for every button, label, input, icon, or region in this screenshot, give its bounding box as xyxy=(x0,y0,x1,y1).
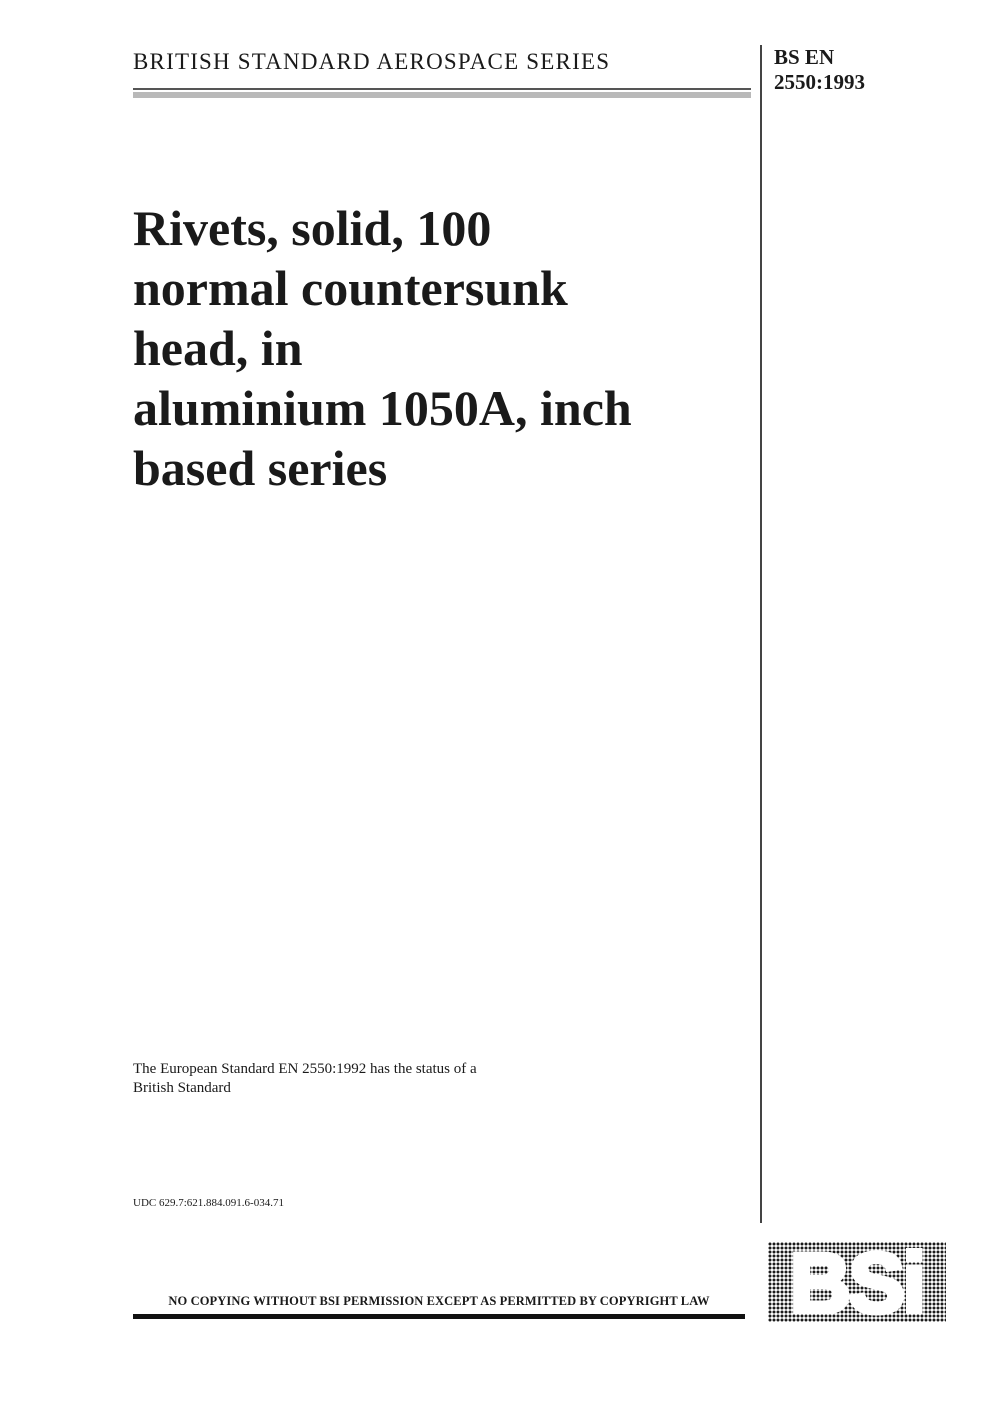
standard-number xyxy=(774,45,865,95)
document-title xyxy=(133,198,753,498)
svg-text:BSi: BSi xyxy=(789,1242,925,1322)
title-line: Rivets, solid, 100 xyxy=(133,200,492,256)
header-divider xyxy=(133,88,751,90)
standard-number-code: 2550:1993 xyxy=(774,70,865,94)
standard-number-prefix: BS EN xyxy=(774,45,835,69)
bsi-logo xyxy=(768,1242,946,1322)
footer-divider xyxy=(133,1314,745,1319)
column-divider xyxy=(760,45,762,1223)
status-note xyxy=(133,1060,693,1098)
title-line: head, in xyxy=(133,320,303,376)
title-line: normal countersunk xyxy=(133,260,568,316)
header-divider-shaded xyxy=(133,92,751,98)
title-line: aluminium 1050A, inch xyxy=(133,380,632,436)
udc-classification: UDC 629.7:621.884.091.6-034.71 xyxy=(133,1197,284,1209)
title-line: based series xyxy=(133,440,388,496)
status-note-line: The European Standard EN 2550:1992 has the status of a xyxy=(133,1061,477,1077)
series-title: BRITISH STANDARD AEROSPACE SERIES xyxy=(133,49,611,74)
status-note-line: British Standard xyxy=(133,1080,231,1096)
copyright-notice: NO COPYING WITHOUT BSI PERMISSION EXCEPT AS PERMITTED BY COPYRIGHT LAW xyxy=(168,1294,710,1308)
